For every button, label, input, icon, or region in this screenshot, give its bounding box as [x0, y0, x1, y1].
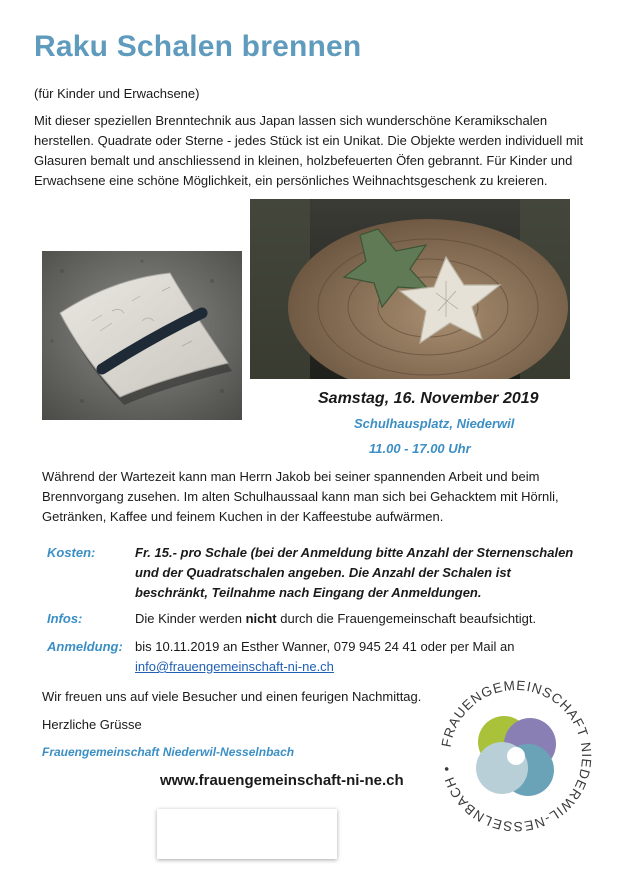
- registration-details: bis 10.11.2019 an Esther Wanner, 079 945 24 41 oder per Mail an: [135, 639, 515, 654]
- infos-label: Infos:: [47, 611, 83, 626]
- page-title: Raku Schalen brennen: [34, 30, 362, 63]
- infos-emphasis: nicht: [245, 611, 277, 626]
- square-bowl-photo: [42, 251, 242, 420]
- closing-sentence: Wir freuen uns auf viele Besucher und einen feurigen Nachmittag.: [42, 689, 422, 704]
- page-subtitle: (für Kinder und Erwachsene): [34, 86, 200, 101]
- greeting: Herzliche Grüsse: [42, 717, 142, 732]
- event-date: Samstag, 16. November 2019: [318, 390, 539, 407]
- logo-puzzle-icon: [476, 716, 556, 796]
- infos-text-before: Die Kinder werden: [135, 611, 246, 626]
- footer-box: [157, 809, 337, 859]
- registration-email-link[interactable]: info@frauengemeinschaft-ni-ne.ch: [135, 659, 334, 674]
- infos-text-after: durch die Frauengemeinschaft beaufsichtigt.: [276, 611, 537, 626]
- event-time: 11.00 - 17.00 Uhr: [369, 441, 471, 456]
- registration-label: Anmeldung:: [47, 639, 123, 654]
- infos-text: [135, 609, 575, 629]
- organization-logo: [432, 672, 600, 840]
- details-paragraph: Während der Wartezeit kann man Herrn Jakob bei seiner spannenden Arbeit und beim Brennvorgang zusehen. Im alten Schulhaussaal kann man sich bei Gehacktem mit Hörnli, Getränken, Kaffee und feinem Kuchen in der Kaffeestube aufwärmen.: [42, 469, 559, 524]
- website-url: www.frauengemeinschaft-ni-ne.ch: [160, 772, 404, 789]
- star-bowls-photo: [250, 199, 570, 379]
- intro-paragraph: Mit dieser speziellen Brenntechnik aus Japan lassen sich wunderschöne Keramikschalen herstellen. Quadrate oder Sterne - jedes Stück ist ein Unikat. Die Objekte werden individuell mit Glasuren bemalt und anschliessend in kleinen, holzbefeuerten Öfen gebrannt. Für Kinder und Erwachsene eine schöne Möglichkeit, ein persönliches Weihnachtsgeschenk zu kreieren.: [34, 113, 584, 188]
- event-place: Schulhausplatz, Niederwil: [354, 416, 515, 431]
- logo-text: FRAUENGEMEINSCHAFT NIEDERWIL-NESSELNBACH •: [438, 677, 595, 835]
- costs-text: Fr. 15.- pro Schale (bei der Anmeldung bitte Anzahl der Sternenschalen und der Quadratschalen angeben. Die Anzahl der Schalen ist beschränkt, Teilnahme nach Eingang der Anmeldungen.: [135, 545, 574, 600]
- infos-row: [47, 609, 577, 631]
- registration-text: [135, 637, 575, 677]
- organization-name: Frauengemeinschaft Niederwil-Nesselnbach: [42, 745, 295, 759]
- costs-row: [47, 543, 577, 607]
- costs-label: Kosten:: [47, 545, 96, 560]
